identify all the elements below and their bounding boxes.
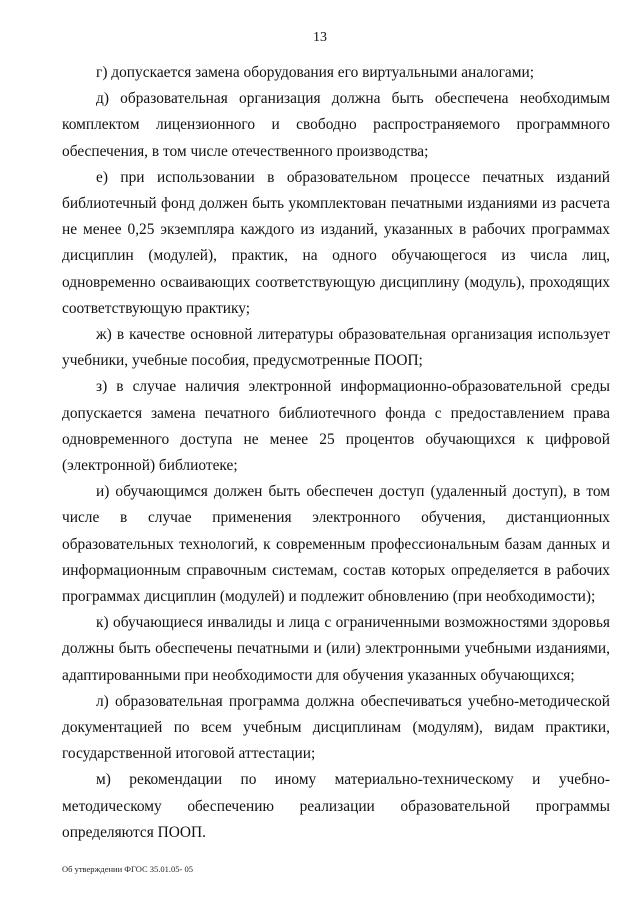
paragraph-m: м) рекомендации по иному материально-техническому и учебно-методическому обеспечению реализации образовательной программы определяются ПООП.: [62, 771, 610, 841]
paragraph-zh: ж) в качестве основной литературы образовательная организация использует учебники, учебные пособия, предусмотренные ПООП;: [62, 326, 610, 370]
document-body: [62, 60, 610, 846]
paragraph-k: к) обучающиеся инвалиды и лица с ограниченными возможностями здоровья должны быть обеспечены печатными и (или) электронными учебными изданиями, адаптированными при необходимости для обучения указанных обучающихся;: [62, 614, 610, 684]
paragraph-d: д) образовательная организация должна быть обеспечена необходимым комплектом лицензионного и свободно распространяемого программного обеспечения, в том числе отечественного производства;: [62, 90, 610, 160]
page-footer: Об утверждении ФГОС 35.01.05- 05: [62, 864, 193, 874]
paragraph-l: л) образовательная программа должна обеспечиваться учебно-методической документацией по всем учебным дисциплинам (модулям), видам практики, государственной итоговой аттестации;: [62, 692, 610, 763]
paragraph-z: з) в случае наличия электронной информационно-образовательной среды допускается замена печатного библиотечного фонда с предоставлением права одновременного доступа не менее 25 процентов обучающихся к цифровой (электронной) библиотеке;: [62, 378, 610, 475]
paragraph-g: г) допускается замена оборудования его виртуальными аналогами;: [96, 64, 534, 81]
paragraph-i: и) обучающимся должен быть обеспечен доступ (удаленный доступ), в том числе в случае применения электронного обучения, дистанционных образовательных технологий, к современным профессиональным базам данных и информационным справочным системам, состав которых определяется в рабочих программах дисциплин (модулей) и подлежит обновлению (при необходимости);: [62, 483, 610, 606]
page-number: 13: [313, 30, 327, 45]
paragraph-e: е) при использовании в образовательном процессе печатных изданий библиотечный фонд должен быть укомплектован печатными изданиями из расчета не менее 0,25 экземпляра каждого из изданий, указанных в рабочих программах дисциплин (модулей), практик, на одного обучающегося из числа лиц, одновременно осваивающих соответствующую дисциплину (модуль), проходящих соответствующую практику;: [62, 168, 610, 317]
